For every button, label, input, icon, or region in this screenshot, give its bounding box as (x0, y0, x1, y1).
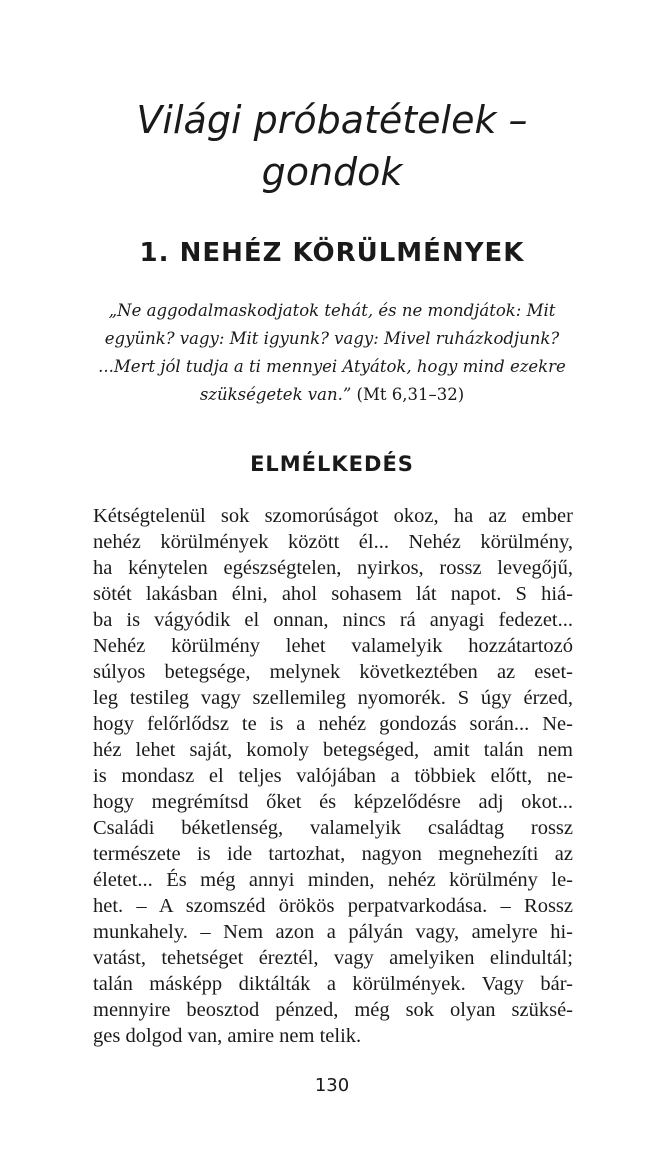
body-line: súlyos betegsége, melynek következtében az eset- (93, 661, 573, 683)
chapter-title-line-1: Világi próbatételek – (136, 98, 528, 142)
body-line: mennyire beosztod pénzed, még sok olyan szüksé- (93, 999, 573, 1021)
body-line: héz lehet saját, komoly betegséged, amit talán nem (93, 739, 573, 761)
scripture-quote (80, 297, 584, 409)
body-line: vatást, tehetséget éreztél, vagy amelyiken elindultál; (93, 947, 573, 969)
body-line: sötét lakásban élni, ahol sohasem lát napot. S hiá- (93, 583, 573, 605)
body-line: ba is vágyódik el onnan, nincs rá anyagi fedezet... (93, 609, 573, 631)
meditation-body (93, 503, 573, 1049)
body-line: ha kénytelen egészségtelen, nyirkos, rossz levegőjű, (93, 557, 573, 579)
body-line: talán másképp diktálták a körülmények. Vagy bár- (93, 973, 573, 995)
quote-line: együnk? vagy: Mit igyunk? vagy: Mivel ruházkodjunk? (104, 329, 560, 348)
body-line: természete is ide tartozhat, nagyon megnehezíti az (93, 843, 573, 865)
body-line: Kétségtelenül sok szomorúságot okoz, ha az ember (93, 505, 573, 527)
body-line: életet... És még annyi minden, nehéz körülmény le- (93, 869, 573, 891)
body-line: hogy felőrlődsz te is a nehéz gondozás során... Ne- (93, 713, 573, 735)
page-number: 130 (314, 1075, 350, 1096)
section-heading: 1. NEHÉZ KÖRÜLMÉNYEK (139, 238, 525, 268)
body-line: het. – A szomszéd örökös perpatvarkodása. – Rossz (93, 895, 573, 917)
meditation-heading: ELMÉLKEDÉS (250, 452, 414, 476)
body-line: is mondasz el teljes valójában a többiek előtt, ne- (93, 765, 573, 787)
body-line: Nehéz körülmény lehet valamelyik hozzátartozó (93, 635, 573, 657)
chapter-title-line-2: gondok (261, 150, 403, 194)
body-line: nehéz körülmények között él... Nehéz körülmény, (93, 531, 573, 553)
body-line: ges dolgod van, amire nem telik. (93, 1025, 362, 1047)
quote-reference: (Mt 6,31–32) (356, 385, 465, 404)
body-line: Családi béketlenség, valamelyik családtag rossz (93, 817, 573, 839)
quote-line: „Ne aggodalmaskodjatok tehát, és ne mondjátok: Mit (108, 301, 556, 320)
quote-line: ...Mert jól tudja a ti mennyei Atyátok, hogy mind ezekre (98, 357, 566, 376)
body-line: hogy megrémítsd őket és képzelődésre adj okot... (93, 791, 573, 813)
quote-line: szükségetek van.” (199, 385, 352, 404)
body-line: leg testileg vagy szellemileg nyomorék. S úgy érzed, (93, 687, 573, 709)
body-line: munkahely. – Nem azon a pályán vagy, amelyre hi- (93, 921, 573, 943)
